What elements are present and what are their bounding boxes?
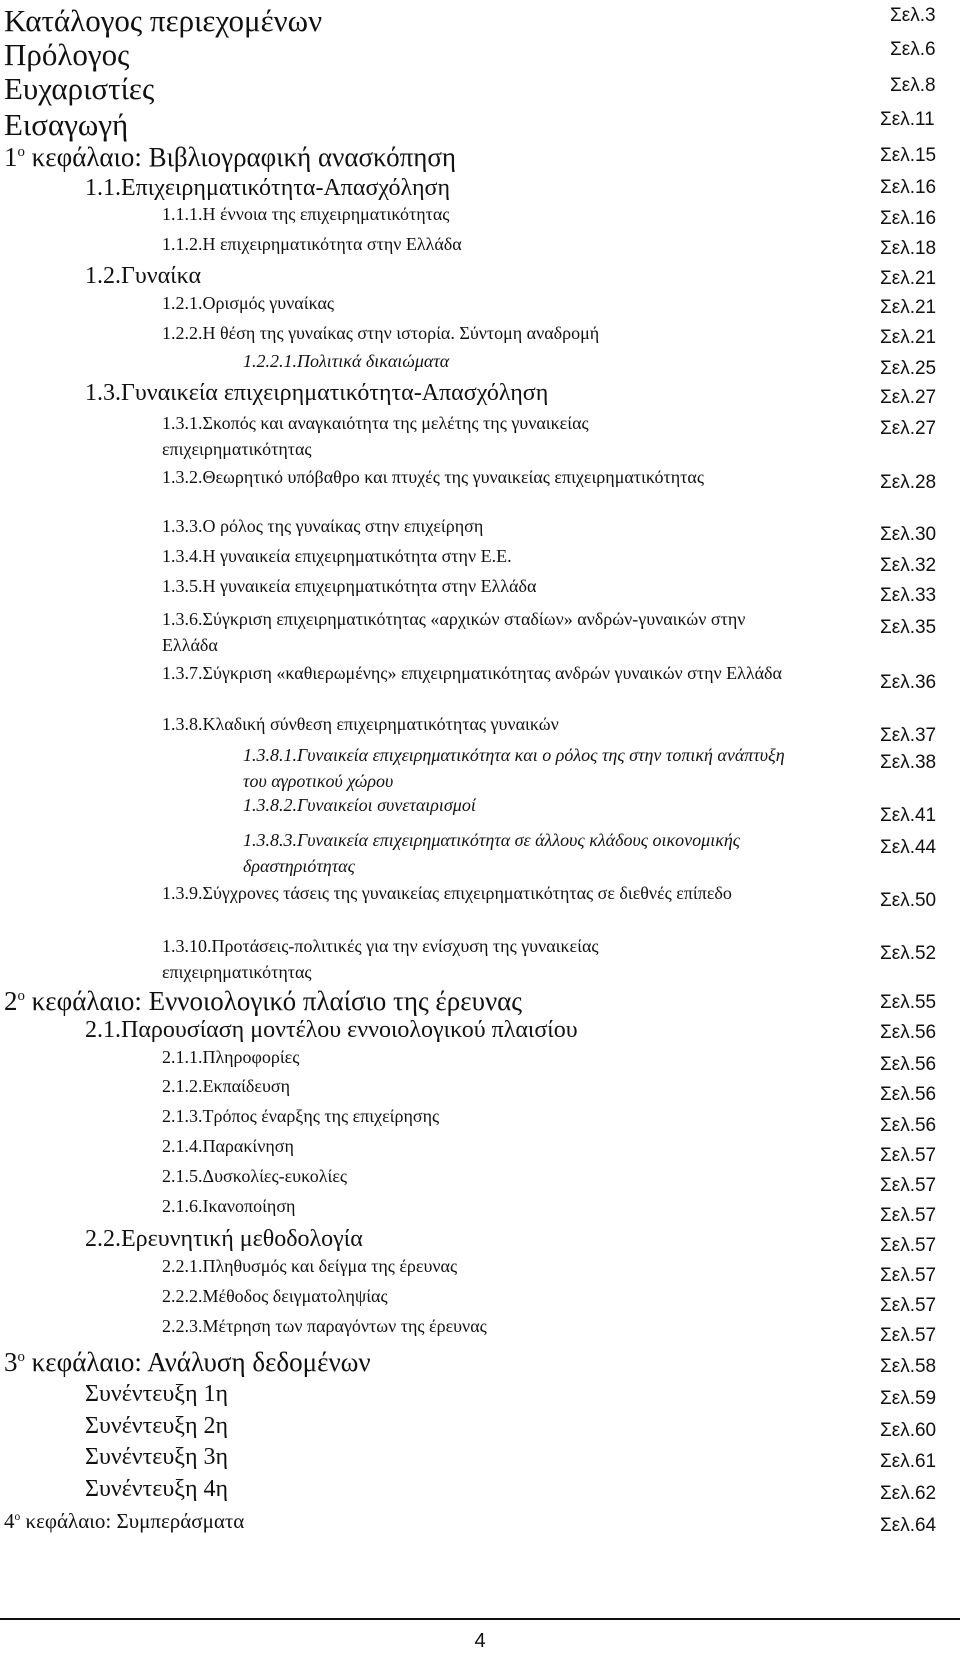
toc-entry-page: Σελ.52 — [880, 943, 937, 964]
toc-entry-page: Σελ.57 — [880, 1295, 937, 1316]
toc-entry-title — [85, 262, 201, 291]
toc-entry-text: 1.3.10.Προτάσεις-πολιτικές για την ενίσχυση της γυναικείας επιχειρηματικότητας — [162, 936, 599, 983]
toc-entry-text: 1.3.6.Σύγκριση επιχειρηματικότητας «αρχικών σταδίων» ανδρών-γυναικών στην Ελλάδα — [162, 609, 746, 656]
toc-entry-title — [162, 323, 599, 345]
toc-entry-title — [85, 1443, 228, 1472]
toc-entry-title — [162, 1106, 439, 1128]
toc-entry-page: Σελ.58 — [880, 1356, 937, 1377]
toc-entry-text: Συνέντευξη 4η — [85, 1476, 229, 1502]
toc-entry-text: 1.3.8.1.Γυναικεία επιχειρηματικότητα και ο ρόλος της στην τοπική ανάπτυξη του αγροτικού χώρου — [243, 745, 785, 792]
toc-entry-title — [243, 742, 803, 794]
toc-entry-page: Σελ.18 — [880, 238, 937, 259]
toc-entry-page: Σελ.16 — [880, 177, 937, 198]
toc-entry-text: 1.3.8.2.Γυναικείοι συνεταιρισμοί — [243, 795, 476, 815]
toc-entry-page: Σελ.21 — [880, 268, 937, 289]
toc-entry-page: Σελ.57 — [880, 1205, 937, 1226]
toc-entry-page: Σελ.21 — [880, 327, 937, 348]
toc-entry-title — [85, 1475, 228, 1504]
toc-entry-title — [162, 293, 334, 315]
toc-entry-title — [243, 351, 449, 373]
toc-entry-page: Σελ.36 — [880, 672, 937, 693]
footer-divider — [0, 1618, 960, 1620]
toc-entry-title — [85, 1225, 363, 1254]
page-number: 4 — [474, 1630, 486, 1652]
toc-entry-page: Σελ.16 — [880, 208, 937, 229]
chapter-number: 1 — [4, 142, 18, 172]
toc-entry-page: Σελ.57 — [880, 1175, 937, 1196]
toc-entry-page: Σελ.8 — [890, 75, 936, 96]
toc-entry-text: 1.3.3.Ο ρόλος της γυναίκας στην επιχείρηση — [162, 516, 484, 536]
toc-entry-title — [4, 1346, 371, 1378]
toc-entry-title — [162, 1047, 299, 1069]
toc-entry-page: Σελ.30 — [880, 524, 937, 545]
toc-entry-page: Σελ.56 — [880, 1054, 937, 1075]
toc-entry-text: 2.2.3.Μέτρηση των παραγόντων της έρευνας — [162, 1316, 487, 1336]
toc-entry-text: 1.3.1.Σκοπός και αναγκαιότητα της μελέτης της γυναικείας επιχειρηματικότητας — [162, 413, 589, 460]
toc-entry-title — [162, 1076, 290, 1098]
toc-entry-page: Σελ.60 — [880, 1420, 937, 1441]
toc-entry-page: Σελ.27 — [880, 418, 937, 439]
toc-entry-title — [162, 410, 722, 462]
toc-entry-text: Ευχαριστίες — [4, 71, 155, 106]
toc-entry-text: 1.1.1.Η έννοια της επιχειρηματικότητας — [162, 204, 450, 224]
toc-entry-text: 1.2.2.Η θέση της γυναίκας στην ιστορία. Σύντομη αναδρομή — [162, 323, 600, 343]
toc-entry-page: Σελ.37 — [880, 725, 937, 746]
toc-entry-title — [162, 1316, 487, 1338]
toc-entry-page: Σελ.3 — [890, 5, 936, 26]
toc-entry-text: 1.1.2.Η επιχειρηματικότητα στην Ελλάδα — [162, 234, 462, 254]
toc-entry-title — [85, 379, 548, 408]
toc-entry-page: Σελ.57 — [880, 1145, 937, 1166]
toc-entry-title — [162, 234, 462, 256]
toc-entry-page: Σελ.57 — [880, 1325, 937, 1346]
toc-entry-page: Σελ.57 — [880, 1265, 937, 1286]
toc-entry-page: Σελ.6 — [890, 39, 936, 60]
toc-entry-text: 2.1.Παρουσίαση μοντέλου εννοιολογικού πλαισίου — [85, 1017, 578, 1043]
toc-entry-text: 1.3.4.Η γυναικεία επιχειρηματικότητα στην Ε.Ε. — [162, 546, 512, 566]
toc-entry-title — [162, 1196, 295, 1218]
toc-entry-text: Συνέντευξη 1η — [85, 1381, 229, 1407]
toc-entry-page: Σελ.25 — [880, 358, 937, 379]
toc-entry-text: κεφάλαιο: Συμπεράσματα — [20, 1509, 245, 1533]
toc-entry-title — [4, 985, 522, 1017]
toc-entry-text: Κατάλογος περιεχομένων — [4, 3, 323, 38]
toc-entry-title — [162, 204, 449, 226]
toc-entry-text: Εισαγωγή — [4, 107, 129, 142]
toc-entry-title — [4, 141, 456, 173]
toc-entry-page: Σελ.11 — [880, 109, 935, 130]
toc-entry-page: Σελ.56 — [880, 1084, 937, 1105]
toc-entry-text: 1.2.1.Ορισμός γυναίκας — [162, 293, 335, 313]
toc-entry-page: Σελ.61 — [880, 1451, 937, 1472]
toc-entry-text: 1.3.7.Σύγκριση «καθιερωμένης» επιχειρηματικότητας ανδρών γυναικών στην Ελλάδα — [162, 663, 782, 683]
toc-entry-title — [4, 106, 128, 143]
ordinal-superscript: ο — [17, 144, 25, 160]
toc-entry-text: 2.1.3.Τρόπος έναρξης της επιχείρησης — [162, 1106, 440, 1126]
toc-entry-text: 2.2.2.Μέθοδος δειγματοληψίας — [162, 1286, 388, 1306]
toc-entry-title — [162, 714, 559, 736]
toc-entry-title — [162, 660, 802, 686]
toc-entry-page: Σελ.57 — [880, 1235, 937, 1256]
toc-entry-title — [162, 576, 536, 598]
toc-entry-title — [162, 1166, 347, 1188]
toc-entry-title — [162, 880, 842, 906]
toc-entry-text: 1.3.9.Σύγχρονες τάσεις της γυναικείας επιχειρηματικότητας σε διεθνές επίπεδο — [162, 883, 732, 903]
toc-entry-text: 1.2.2.1.Πολιτικά δικαιώματα — [243, 351, 450, 371]
toc-entry-page: Σελ.56 — [880, 1022, 937, 1043]
toc-entry-title — [162, 606, 762, 658]
chapter-number: 3 — [4, 1347, 18, 1377]
toc-entry-page: Σελ.35 — [880, 617, 937, 638]
toc-entry-page: Σελ.50 — [880, 890, 937, 911]
toc-entry-title — [162, 933, 722, 985]
ordinal-superscript: ο — [17, 1349, 25, 1365]
toc-entry-title — [85, 1412, 228, 1441]
chapter-number: 4 — [4, 1509, 15, 1533]
toc-entry-title — [4, 36, 129, 73]
toc-entry-title — [85, 174, 450, 203]
toc-entry-page: Σελ.55 — [880, 992, 937, 1013]
toc-entry-page: Σελ.32 — [880, 555, 937, 576]
toc-entry-page: Σελ.41 — [880, 805, 937, 826]
toc-entry-text: 1.3.Γυναικεία επιχειρηματικότητα-Απασχόληση — [85, 380, 549, 406]
toc-entry-text: κεφάλαιο: Βιβλιογραφική ανασκόπηση — [24, 142, 456, 172]
toc-entry-title — [162, 1136, 294, 1158]
toc-entry-page: Σελ.44 — [880, 837, 937, 858]
toc-entry-page: Σελ.64 — [880, 1515, 937, 1536]
toc-entry-text: κεφάλαιο: Ανάλυση δεδομένων — [24, 1347, 371, 1377]
toc-entry-page: Σελ.15 — [880, 145, 937, 166]
toc-entry-text: 2.1.1.Πληροφορίες — [162, 1047, 300, 1067]
toc-entry-text: Συνέντευξη 3η — [85, 1444, 229, 1470]
toc-entry-title — [4, 1509, 244, 1534]
toc-entry-text: 1.3.8.Κλαδική σύνθεση επιχειρηματικότητας γυναικών — [162, 714, 559, 734]
toc-entry-page: Σελ.59 — [880, 1388, 937, 1409]
toc-entry-title — [162, 516, 483, 538]
toc-entry-title — [243, 827, 803, 879]
toc-entry-title — [162, 1286, 388, 1308]
toc-entry-title — [4, 2, 322, 39]
toc-entry-text: 1.2.Γυναίκα — [85, 263, 202, 289]
toc-entry-page: Σελ.62 — [880, 1483, 937, 1504]
toc-entry-text: 2.2.1.Πληθυσμός και δείγμα της έρευνας — [162, 1256, 458, 1276]
toc-entry-title — [162, 464, 722, 490]
toc-entry-title — [85, 1380, 228, 1409]
toc-entry-text: 2.1.2.Εκπαίδευση — [162, 1076, 290, 1096]
toc-entry-text: κεφάλαιο: Εννοιολογικό πλαίσιο της έρευνας — [24, 986, 522, 1016]
toc-entry-title — [243, 795, 476, 817]
toc-entry-page: Σελ.27 — [880, 387, 937, 408]
toc-entry-text: Συνέντευξη 2η — [85, 1413, 229, 1439]
toc-entry-title — [162, 1256, 457, 1278]
toc-entry-text: 2.2.Ερευνητική μεθοδολογία — [85, 1226, 363, 1252]
toc-entry-title — [162, 546, 512, 568]
toc-entry-text: 1.3.8.3.Γυναικεία επιχειρηματικότητα σε άλλους κλάδους οικονομικής δραστηριότητας — [243, 830, 741, 877]
toc-entry-text: 2.1.4.Παρακίνηση — [162, 1136, 294, 1156]
toc-entry-page: Σελ.21 — [880, 297, 937, 318]
toc-entry-page: Σελ.28 — [880, 472, 937, 493]
toc-entry-title — [4, 70, 154, 107]
toc-entry-page: Σελ.33 — [880, 585, 937, 606]
toc-entry-text: Πρόλογος — [4, 37, 130, 72]
chapter-number: 2 — [4, 986, 18, 1016]
toc-entry-text: 1.1.Επιχειρηματικότητα-Απασχόληση — [85, 175, 451, 201]
toc-entry-text: 2.1.5.Δυσκολίες-ευκολίες — [162, 1166, 348, 1186]
toc-entry-title — [85, 1016, 578, 1045]
ordinal-superscript: ο — [14, 1511, 21, 1523]
toc-entry-page: Σελ.56 — [880, 1115, 937, 1136]
toc-entry-page: Σελ.38 — [880, 752, 937, 773]
toc-entry-text: 2.1.6.Ικανοποίηση — [162, 1196, 296, 1216]
toc-entry-text: 1.3.5.Η γυναικεία επιχειρηματικότητα στην Ελλάδα — [162, 576, 537, 596]
toc-entry-text: 1.3.2.Θεωρητικό υπόβαθρο και πτυχές της γυναικείας επιχειρηματικότητας — [162, 467, 704, 487]
ordinal-superscript: ο — [17, 988, 25, 1004]
